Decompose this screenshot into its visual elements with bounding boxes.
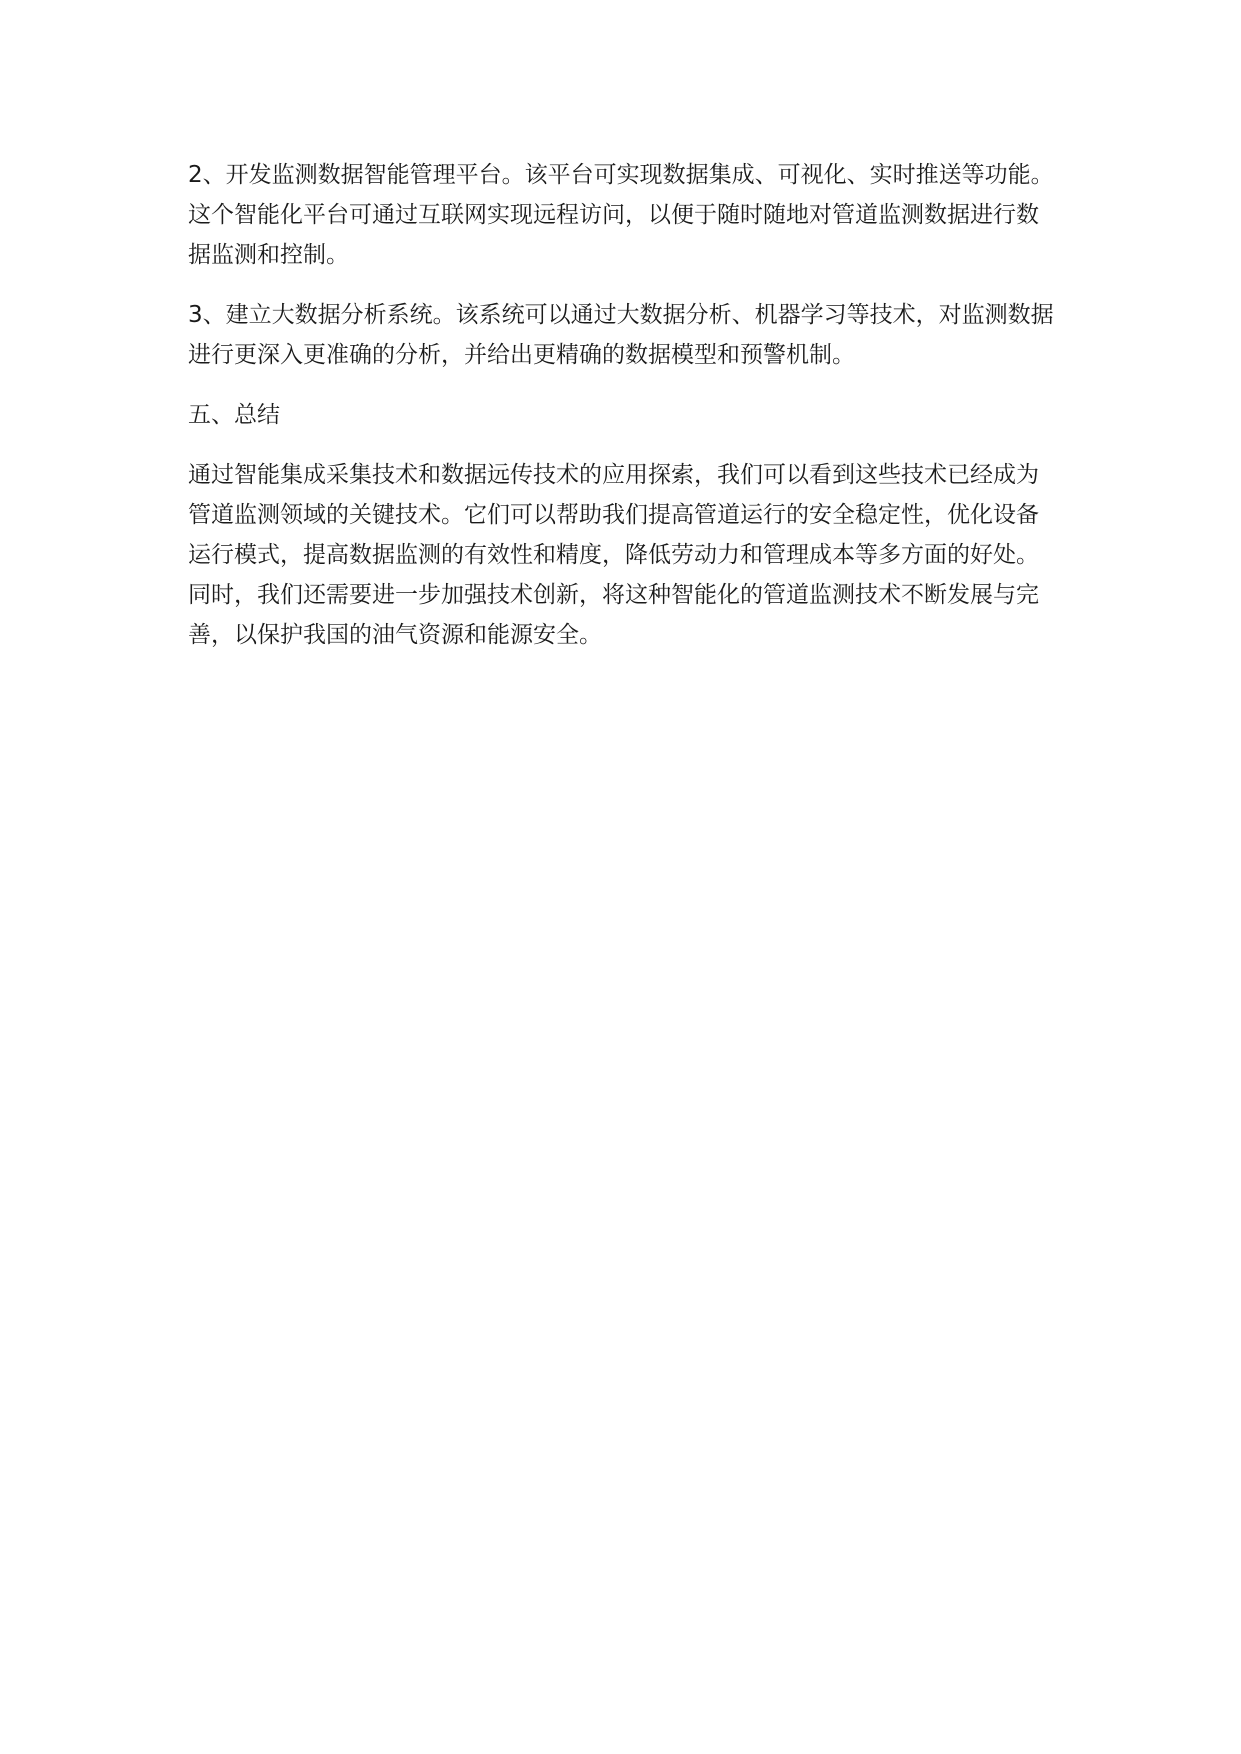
document-body [188, 155, 1060, 675]
paragraph-item-2: 2、开发监测数据智能管理平台。该平台可实现数据集成、可视化、实时推送等功能。 这个智能化平台可通过互联网实现远程访问，以便于随时随地对管道监测数据进行数 据监测和控制。 [188, 162, 1054, 268]
paragraph-item-3: 3、建立大数据分析系统。该系统可以通过大数据分析、机器学习等技术，对监测数据 进行更深入更准确的分析，并给出更精确的数据模型和预警机制。 [188, 302, 1054, 368]
section-heading-summary: 五、总结 [188, 402, 280, 428]
summary-paragraph: 通过智能集成采集技术和数据远传技术的应用探索，我们可以看到这些技术已经成为 管道监测领域的关键技术。它们可以帮助我们提高管道运行的安全稳定性，优化设备 运行模式，提高数据监测的有效性和精度，降低劳动力和管理成本等多方面的好处。 同时，我们还需要进一步加强技术创新，将这种智能化的管道监测技术不断发展与完 善，以保护我国的油气资源和能源安全。 [188, 462, 1039, 648]
